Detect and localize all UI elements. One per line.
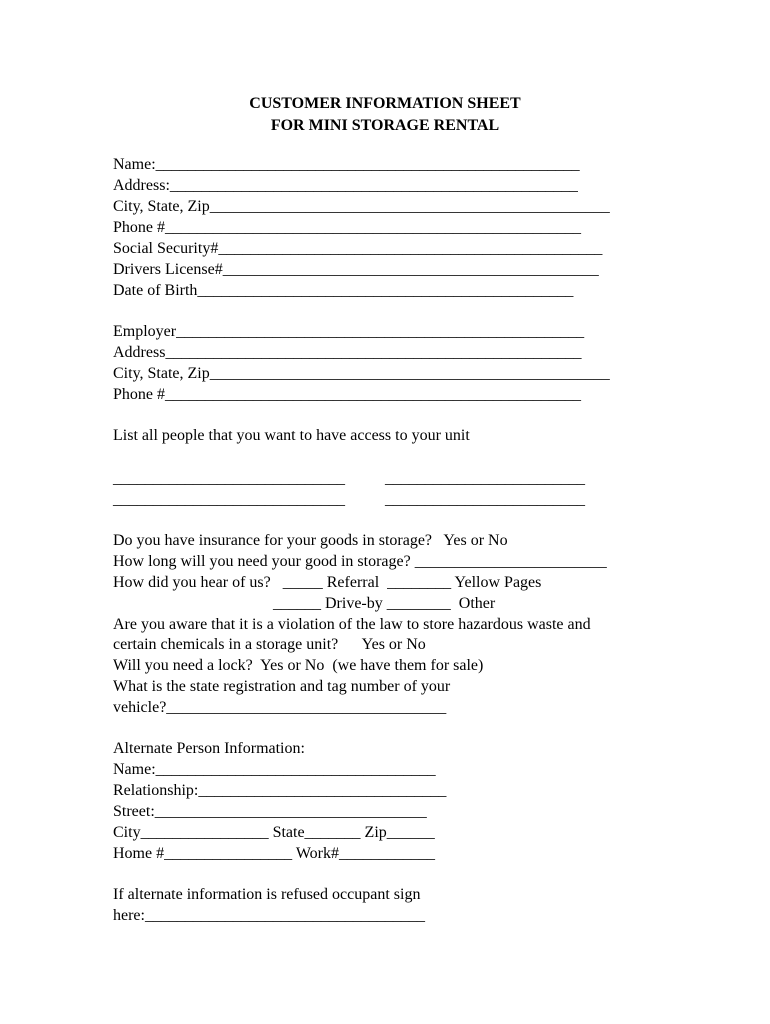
access-person-lines[interactable]: _____________________________ _________________________ xyxy=(113,491,585,508)
date-of-birth-field[interactable]: Date of Birth_______________________________________________ xyxy=(113,282,574,299)
employer-field[interactable]: Employer___________________________________________________ xyxy=(113,323,585,340)
storage-duration-field[interactable]: How long will you need your good in storage? ________________________ xyxy=(113,553,607,570)
insurance-question[interactable]: Do you have insurance for your goods in storage? Yes or No xyxy=(113,532,508,549)
customer-name-field[interactable]: Name:_____________________________________________________ xyxy=(113,156,580,173)
customer-address-field[interactable]: Address:___________________________________________________ xyxy=(113,177,578,194)
employer-address-field[interactable]: Address____________________________________________________ xyxy=(113,344,582,361)
vehicle-registration-field[interactable]: vehicle?___________________________________ xyxy=(113,699,447,716)
alternate-street-field[interactable]: Street:__________________________________ xyxy=(113,803,427,820)
hazardous-waste-answer[interactable]: certain chemicals in a storage unit? Yes or No xyxy=(113,636,426,653)
form-title: CUSTOMER INFORMATION SHEET xyxy=(249,95,521,112)
employer-phone-field[interactable]: Phone #____________________________________________________ xyxy=(113,386,581,403)
alternate-person-header: Alternate Person Information: xyxy=(113,740,305,757)
hazardous-waste-question: Are you aware that it is a violation of the law to store hazardous waste and xyxy=(113,616,591,633)
drivers-license-field[interactable]: Drivers License#_______________________________________________ xyxy=(113,261,599,278)
referral-source-options[interactable]: ______ Drive-by ________ Other xyxy=(113,595,496,612)
access-person-lines[interactable]: _____________________________ _________________________ xyxy=(113,470,585,487)
access-list-prompt: List all people that you want to have access to your unit xyxy=(113,427,470,444)
lock-question[interactable]: Will you need a lock? Yes or No (we have them for sale) xyxy=(113,657,484,674)
employer-city-state-zip-field[interactable]: City, State, Zip__________________________________________________ xyxy=(113,365,610,382)
customer-city-state-zip-field[interactable]: City, State, Zip__________________________________________________ xyxy=(113,198,610,215)
alternate-home-work-phone-field[interactable]: Home #________________ Work#____________ xyxy=(113,845,435,862)
occupant-signature-field[interactable]: here:___________________________________ xyxy=(113,907,425,924)
alternate-name-field[interactable]: Name:___________________________________ xyxy=(113,761,436,778)
alternate-relationship-field[interactable]: Relationship:_______________________________ xyxy=(113,782,447,799)
alternate-city-state-zip-field[interactable]: City________________ State_______ Zip______ xyxy=(113,824,435,841)
vehicle-registration-question: What is the state registration and tag number of your xyxy=(113,678,451,695)
referral-source-question[interactable]: How did you hear of us? _____ Referral ________ Yellow Pages xyxy=(113,574,542,591)
customer-phone-field[interactable]: Phone #____________________________________________________ xyxy=(113,219,581,236)
social-security-field[interactable]: Social Security#________________________________________________ xyxy=(113,240,603,257)
form-subtitle: FOR MINI STORAGE RENTAL xyxy=(270,117,500,134)
refused-info-note: If alternate information is refused occupant sign xyxy=(113,886,421,903)
